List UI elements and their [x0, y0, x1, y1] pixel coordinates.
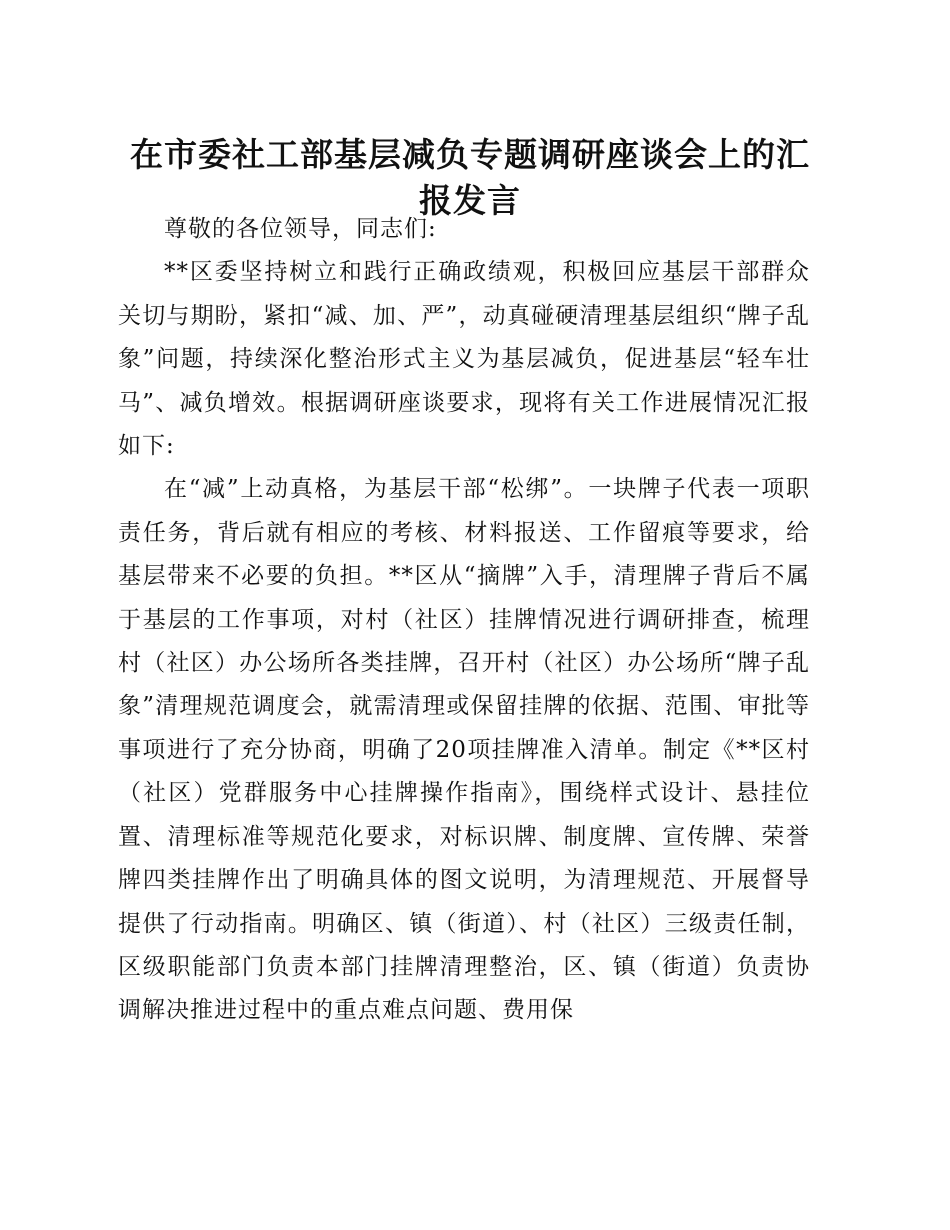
document-body	[118, 208, 810, 1033]
document-title: 在市委社工部基层减负专题调研座谈会上的汇报发言	[130, 135, 810, 220]
paragraph-intro: **区委坚持树立和践行正确政绩观，积极回应基层干部群众关切与期盼，紧扣“减、加、严”，动真碰硬清理基层组织“牌子乱象”问题，持续深化整治形式主义为基层减负，促进基层“轻车壮马”、减负增效。根据调研座谈要求，现将有关工作进展情况汇报如下:	[118, 259, 810, 460]
paragraph-reduce: 在“减”上动真格，为基层干部“松绑”。一块牌子代表一项职责任务，背后就有相应的考核、材料报送、工作留痕等要求，给基层带来不必要的负担。**区从“摘牌”入手，清理牌子背后不属于基层的工作事项，对村（社区）挂牌情况进行调研排查，梳理村（社区）办公场所各类挂牌，召开村（社区）办公场所“牌子乱象”清理规范调度会，就需清理或保留挂牌的依据、范围、审批等事项进行了充分协商，明确了20项挂牌准入清单。制定《**区村（社区）党群服务中心挂牌操作指南》，围绕样式设计、悬挂位置、清理标准等规范化要求，对标识牌、制度牌、宣传牌、荣誉牌四类挂牌作出了明确具体的图文说明，为清理规范、开展督导提供了行动指南。明确区、镇（街道）、村（社区）三级责任制，区级职能部门负责本部门挂牌清理整治，区、镇（街道）负责协调解决推进过程中的重点难点问题、费用保	[118, 476, 810, 1024]
salutation: 尊敬的各位领导，同志们:	[164, 216, 437, 242]
